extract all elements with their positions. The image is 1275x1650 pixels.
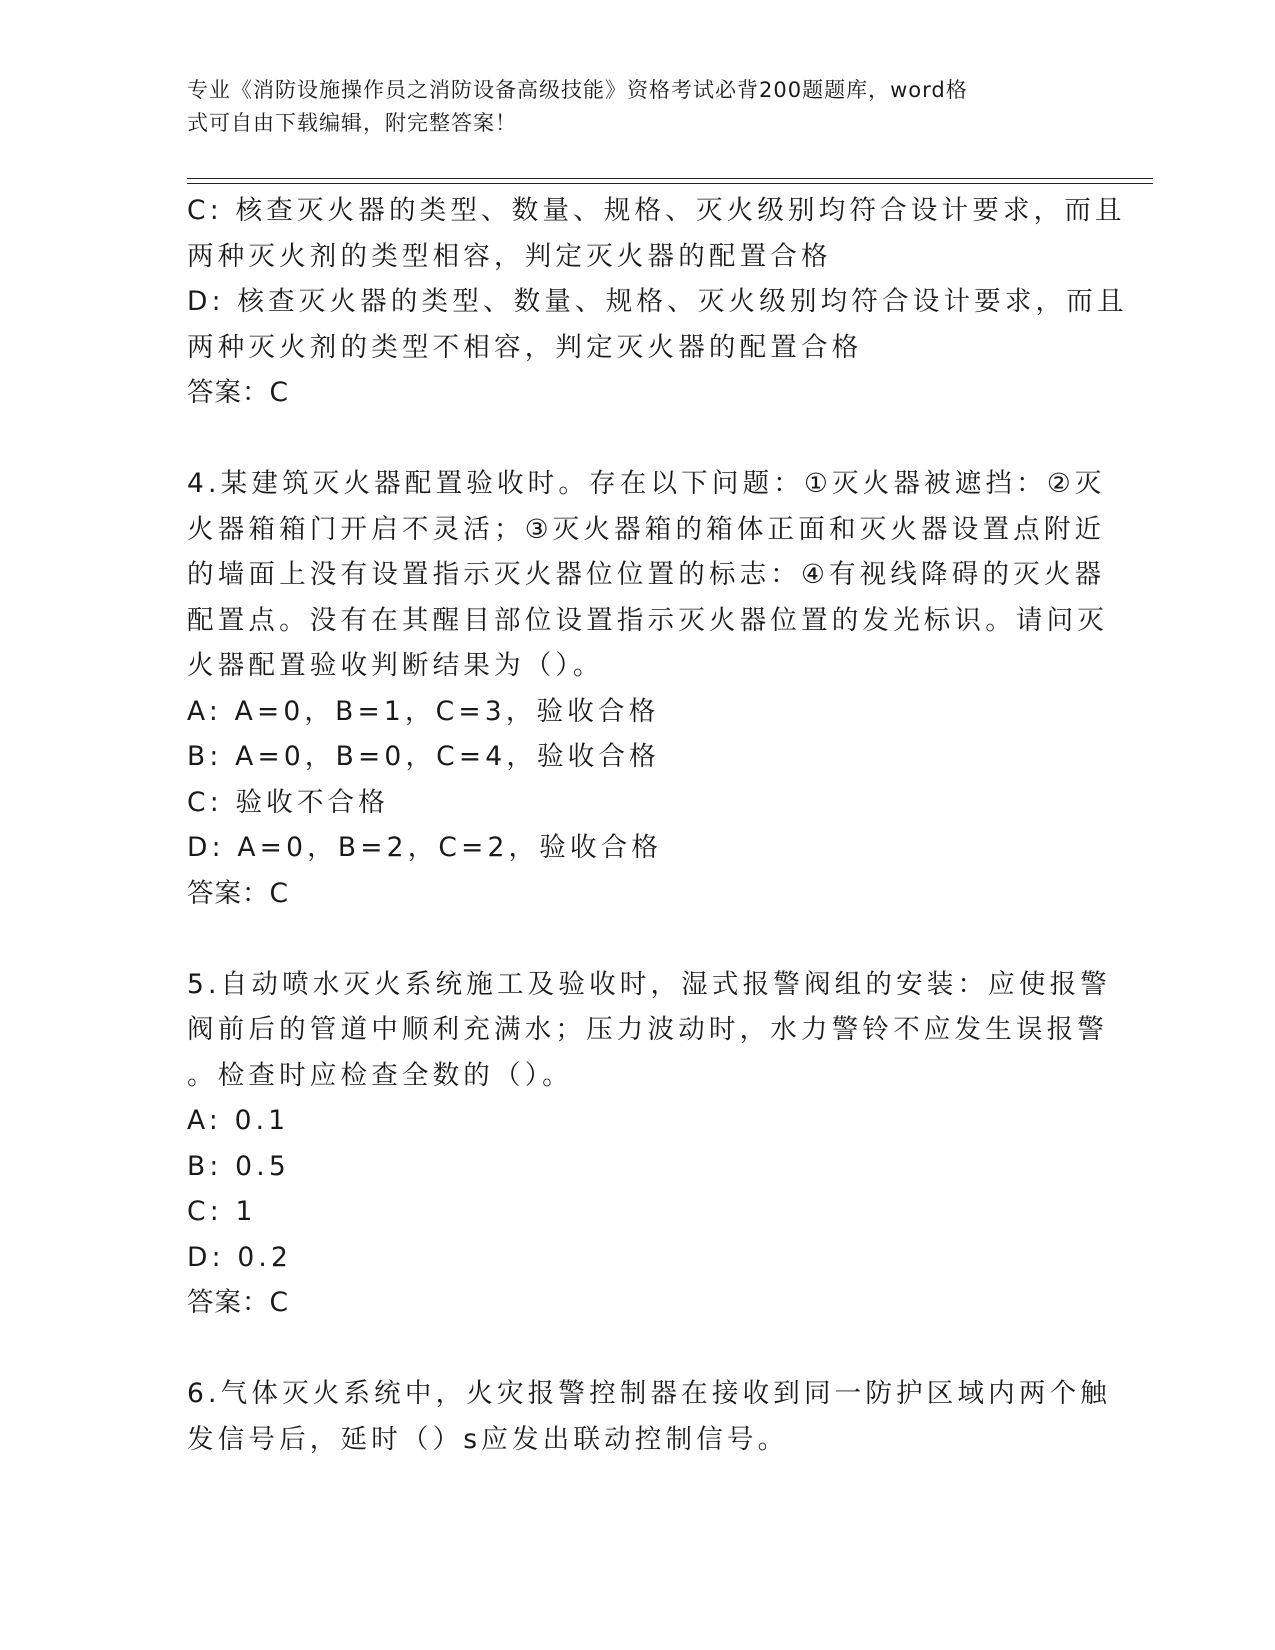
question-stem-line: 4.某建筑灭火器配置验收时。存在以下问题：①灭火器被遮挡：②灭 (187, 468, 1106, 499)
option-c: C: 验收不合格 (187, 786, 389, 818)
option-b: B: A=0，B=0，C=4，验收合格 (187, 741, 660, 772)
question-stem-line: 6.气体灭火系统中，火灾报警控制器在接收到同一防护区域内两个触 (187, 1378, 1111, 1409)
header-divider-top (187, 178, 1153, 179)
spacer (187, 916, 1087, 962)
document-header (187, 74, 1067, 140)
spacer (187, 416, 1087, 462)
header-divider-bottom (187, 183, 1153, 184)
option-c-line-1: C: 核查灭火器的类型、数量、规格、灭火级别均符合设计要求，而且 (187, 195, 1126, 226)
option-a: A: 0.1 (187, 1105, 290, 1136)
header-line-1: 专业《消防设施操作员之消防设备高级技能》资格考试必背200题题库，word格 (187, 78, 968, 102)
prev-question (187, 188, 1128, 416)
question-stem-line: 火器配置验收判断结果为（）。 (187, 650, 604, 681)
answer: 答案：C (187, 377, 290, 408)
option-a: A: A=0，B=1，C=3，验收合格 (187, 695, 660, 727)
option-b: B: 0.5 (187, 1150, 290, 1182)
spacer (187, 1326, 1087, 1372)
option-d: D: A=0，B=2，C=2，验收合格 (187, 832, 663, 863)
question-stem-line: 配置点。没有在其醒目部位设置指示灭火器位置的发光标识。请问灭 (187, 604, 1108, 636)
question-stem-line: 发信号后，延时（）s应发出联动控制信号。 (187, 1423, 789, 1455)
option-c-line-2: 两种灭火剂的类型相容，判定灭火器的配置合格 (187, 240, 832, 272)
option-d-line-1: D: 核查灭火器的类型、数量、规格、灭火级别均符合设计要求，而且 (187, 286, 1128, 317)
question-5 (187, 962, 1111, 1326)
option-c: C: 1 (187, 1196, 257, 1227)
question-stem-line: 阀前后的管道中顺利充满水；压力波动时，水力警铃不应发生误报警 (187, 1014, 1108, 1045)
question-6 (187, 1371, 1111, 1462)
question-stem-line: 火器箱箱门开启不灵活；③灭火器箱的箱体正面和灭火器设置点附近 (187, 513, 1106, 545)
answer: 答案：C (187, 1287, 290, 1318)
question-stem-line: 的墙面上没有设置指示灭火器位位置的标志：④有视线降碍的灭火器 (187, 559, 1106, 590)
option-d-line-2: 两种灭火剂的类型不相容，判定灭火器的配置合格 (187, 331, 863, 363)
question-4 (187, 461, 1108, 916)
answer: 答案：C (187, 877, 290, 909)
question-stem-line: 5.自动喷水灭火系统施工及验收时，湿式报警阀组的安装：应使报警 (187, 968, 1111, 1000)
question-stem-line: 。检查时应检查全数的（）。 (187, 1059, 573, 1091)
document-body (187, 188, 1128, 1462)
option-d: D: 0.2 (187, 1241, 293, 1273)
header-line-2: 式可自由下载编辑，附完整答案！ (187, 111, 517, 135)
